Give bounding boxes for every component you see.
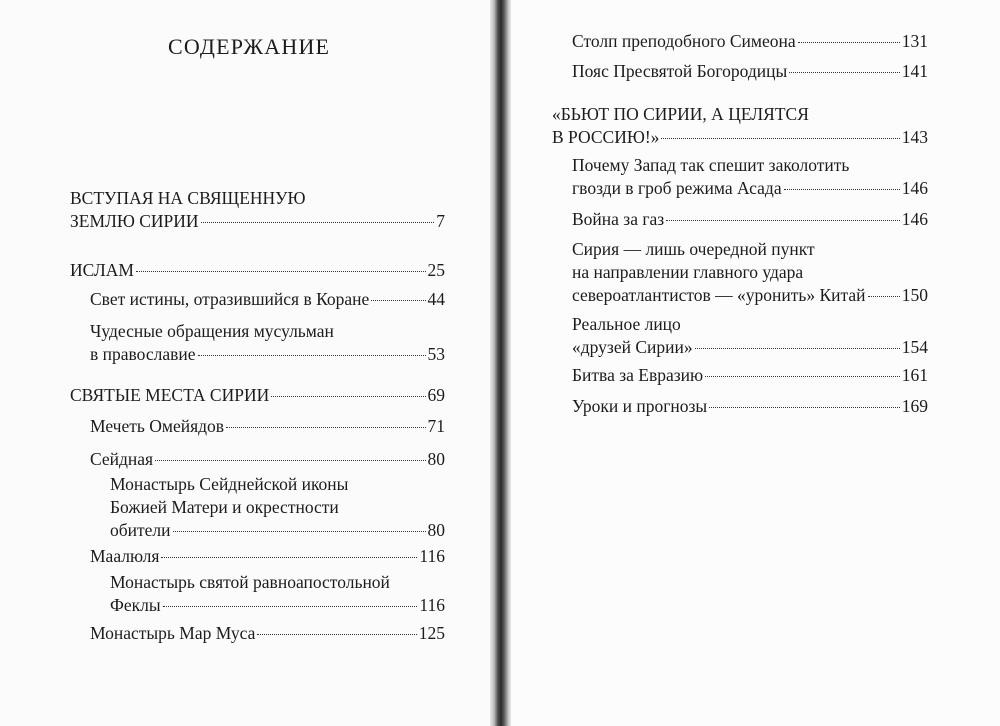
- dot-leader: [155, 460, 425, 461]
- page-number: 116: [419, 546, 445, 566]
- dot-leader: [257, 634, 416, 635]
- toc-entry: [90, 545, 445, 568]
- page-number: 125: [418, 623, 445, 643]
- page-number: 80: [427, 449, 445, 469]
- page-number: 69: [427, 385, 445, 405]
- dot-leader: [371, 300, 425, 301]
- toc-entry-text: обители: [110, 520, 171, 540]
- toc-entry-text: североатлантистов — «уронить» Китай: [572, 285, 866, 305]
- page-number: 71: [427, 416, 445, 436]
- toc-entry-text: ЗЕМЛЮ СИРИИ: [70, 211, 199, 231]
- page-number: 53: [427, 344, 445, 364]
- toc-entry: [90, 622, 445, 645]
- left-page: [0, 0, 497, 726]
- page-number: 146: [901, 178, 928, 198]
- toc-entry-text: Уроки и прогнозы: [572, 396, 708, 416]
- page-title: СОДЕРЖАНИЕ: [168, 34, 331, 59]
- dot-leader: [661, 138, 899, 139]
- dot-leader: [198, 355, 426, 356]
- page-number: 143: [901, 127, 928, 147]
- right-page: [511, 0, 1000, 726]
- toc-entry: [90, 415, 445, 438]
- page-number: 146: [901, 209, 928, 229]
- dot-leader: [271, 396, 425, 397]
- toc-entry-text: Мечеть Омейядов: [90, 416, 225, 436]
- page-number: 116: [419, 595, 445, 615]
- dot-leader: [173, 531, 426, 532]
- dot-leader: [798, 42, 900, 43]
- dot-leader: [201, 222, 435, 223]
- dot-leader: [868, 296, 900, 297]
- toc-entry: [110, 473, 445, 542]
- toc-entry-text: Маалюля: [90, 546, 160, 566]
- toc-entry-text: Сейдная: [90, 449, 154, 469]
- page-number: 141: [901, 61, 928, 81]
- page-number: 169: [901, 396, 928, 416]
- toc-entry-text: Божией Матери и окрестности: [110, 497, 339, 517]
- toc-entry-text: Монастырь святой равноапостольной: [110, 572, 390, 592]
- dot-leader: [136, 271, 426, 272]
- toc-entry: [70, 187, 445, 233]
- toc-entry-text: Пояс Пресвятой Богородицы: [572, 61, 788, 81]
- toc-entry-text: Сирия — лишь очередной пункт: [572, 239, 815, 259]
- toc-entry-text: гвозди в гроб режима Асада: [572, 178, 782, 198]
- toc-entry-text: Чудесные обращения мусульман: [90, 321, 334, 341]
- toc-entry: [70, 259, 445, 282]
- dot-leader: [226, 427, 425, 428]
- toc-entry-text: «БЬЮТ ПО СИРИИ, А ЦЕЛЯТСЯ: [552, 104, 809, 124]
- page-number: 25: [427, 260, 445, 280]
- toc-entry-text: Почему Запад так спешит заколотить: [572, 155, 850, 175]
- book-spine-gutter: [490, 0, 512, 726]
- toc-entry-text: В РОССИЮ!»: [552, 127, 660, 147]
- page-number: 131: [901, 31, 928, 51]
- page-number: 7: [436, 211, 445, 231]
- toc-entry: [110, 571, 445, 617]
- dot-leader: [709, 407, 900, 408]
- page-number: 154: [901, 337, 928, 357]
- toc-entry-text: Монастырь Сейднейской иконы: [110, 474, 349, 494]
- toc-entry-text: Война за газ: [572, 209, 665, 229]
- toc-entry-text: «друзей Сирии»: [572, 337, 693, 357]
- page-number: 161: [901, 365, 928, 385]
- toc-entry: [572, 60, 928, 83]
- dot-leader: [784, 189, 900, 190]
- toc-entry: [572, 30, 928, 53]
- toc-entry: [90, 288, 445, 311]
- toc-entry-text: на направлении главного удара: [572, 262, 804, 282]
- toc-entry-text: в православие: [90, 344, 196, 364]
- toc-entry: [572, 154, 928, 200]
- toc-entry: [572, 364, 928, 387]
- toc-entry-text: Столп преподобного Симеона: [572, 31, 796, 51]
- toc-entry-text: Битва за Евразию: [572, 365, 704, 385]
- page-number: 80: [427, 520, 445, 540]
- toc-entry: [90, 448, 445, 471]
- page-number: 44: [427, 289, 445, 309]
- toc-entry-text: Монастырь Мар Муса: [90, 623, 256, 643]
- toc-entry-text: ВСТУПАЯ НА СВЯЩЕННУЮ: [70, 188, 306, 208]
- dot-leader: [705, 376, 900, 377]
- toc-entry: [572, 208, 928, 231]
- toc-entry: [90, 320, 445, 366]
- toc-entry-text: ИСЛАМ: [70, 260, 134, 280]
- toc-entry-text: СВЯТЫЕ МЕСТА СИРИИ: [70, 385, 270, 405]
- toc-entry: [552, 103, 928, 149]
- dot-leader: [163, 606, 418, 607]
- toc-entry: [70, 384, 445, 407]
- toc-entry-text: Свет истины, отразившийся в Коране: [90, 289, 370, 309]
- toc-entry: [572, 313, 928, 359]
- dot-leader: [161, 557, 417, 558]
- toc-entry: [572, 238, 928, 307]
- toc-entry-text: Реальное лицо: [572, 314, 681, 334]
- dot-leader: [666, 220, 900, 221]
- dot-leader: [789, 72, 899, 73]
- dot-leader: [695, 348, 900, 349]
- toc-entry-text: Феклы: [110, 595, 161, 615]
- page-number: 150: [901, 285, 928, 305]
- toc-entry: [572, 395, 928, 418]
